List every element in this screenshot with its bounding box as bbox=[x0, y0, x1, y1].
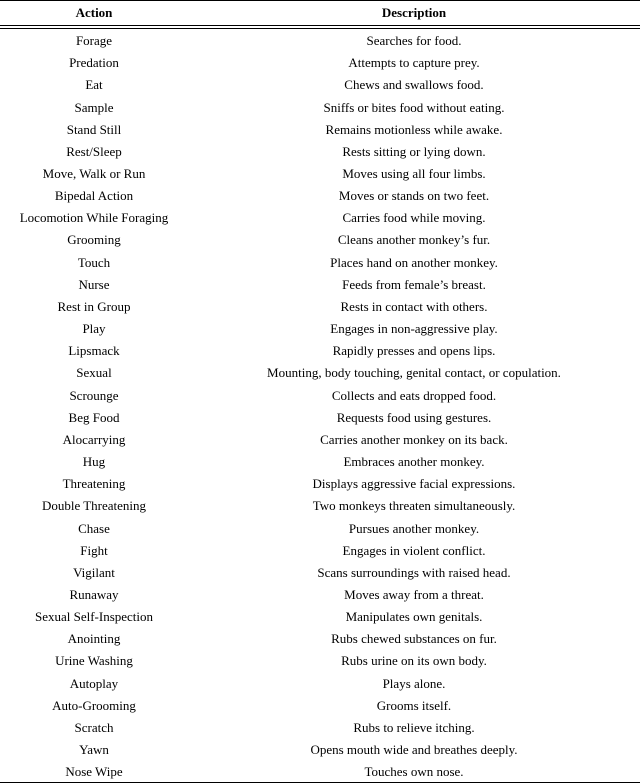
description-cell: Feeds from female’s breast. bbox=[342, 276, 486, 292]
description-cell: Rubs to relieve itching. bbox=[353, 719, 475, 735]
table-row bbox=[0, 141, 640, 163]
description-cell: Moves using all four limbs. bbox=[342, 166, 486, 182]
table-row bbox=[0, 495, 640, 517]
action-cell: Double Threatening bbox=[41, 498, 147, 514]
description-cell: Rubs urine on its own body. bbox=[341, 653, 487, 669]
table-row bbox=[0, 717, 640, 739]
table-row bbox=[0, 695, 640, 717]
action-cell: Auto-Grooming bbox=[52, 697, 136, 713]
description-cell: Engages in non-aggressive play. bbox=[330, 321, 498, 337]
table-row bbox=[0, 540, 640, 562]
bottom-rule bbox=[0, 782, 640, 783]
description-cell: Rapidly presses and opens lips. bbox=[332, 343, 496, 359]
description-cell: Engages in violent conflict. bbox=[342, 542, 486, 558]
action-cell: Eat bbox=[85, 77, 103, 93]
action-cell: Lipsmack bbox=[68, 343, 120, 359]
action-cell: Anointing bbox=[67, 631, 121, 647]
action-cell: Stand Still bbox=[66, 121, 122, 137]
table-row bbox=[0, 650, 640, 672]
description-cell: Collects and eats dropped food. bbox=[331, 387, 497, 403]
header-rule-lower bbox=[0, 28, 640, 29]
action-cell: Locomotion While Foraging bbox=[19, 210, 169, 226]
table-header bbox=[0, 0, 640, 25]
action-cell: Yawn bbox=[79, 742, 109, 758]
action-cell: Move, Walk or Run bbox=[42, 166, 146, 182]
description-cell: Scans surroundings with raised head. bbox=[317, 564, 511, 580]
table-row bbox=[0, 207, 640, 229]
table-row bbox=[0, 584, 640, 606]
description-cell: Two monkeys threaten simultaneously. bbox=[312, 498, 516, 514]
column-header-description: Description bbox=[381, 4, 447, 20]
action-cell: Forage bbox=[75, 33, 113, 49]
action-cell: Sexual Self-Inspection bbox=[34, 609, 154, 625]
description-cell: Places hand on another monkey. bbox=[330, 254, 498, 270]
description-cell: Manipulates own genitals. bbox=[345, 609, 483, 625]
table-row bbox=[0, 739, 640, 761]
header-row bbox=[0, 0, 640, 25]
table-row bbox=[0, 119, 640, 141]
action-cell: Rest/Sleep bbox=[66, 143, 122, 159]
action-cell: Urine Washing bbox=[55, 653, 133, 669]
description-cell: Touches own nose. bbox=[364, 764, 464, 780]
table-row bbox=[0, 340, 640, 362]
table-row bbox=[0, 385, 640, 407]
action-cell: Touch bbox=[77, 254, 111, 270]
description-cell: Carries food while moving. bbox=[342, 210, 486, 226]
description-cell: Sniffs or bites food without eating. bbox=[323, 99, 505, 115]
action-cell: Hug bbox=[82, 454, 106, 470]
description-cell: Attempts to capture prey. bbox=[348, 55, 480, 71]
description-cell: Cleans another monkey’s fur. bbox=[337, 232, 491, 248]
table-row bbox=[0, 30, 640, 52]
action-cell: Predation bbox=[69, 55, 119, 71]
table-body bbox=[0, 25, 640, 783]
description-cell: Grooms itself. bbox=[376, 697, 452, 713]
action-cell: Sexual bbox=[76, 365, 112, 381]
action-cell: Threatening bbox=[62, 476, 126, 492]
table-row bbox=[0, 185, 640, 207]
action-cell: Sample bbox=[74, 99, 114, 115]
table-row bbox=[0, 517, 640, 539]
table-row bbox=[0, 252, 640, 274]
top-rule bbox=[0, 0, 640, 1]
table-row bbox=[0, 163, 640, 185]
action-cell: Fight bbox=[80, 542, 108, 558]
table-row bbox=[0, 562, 640, 584]
table-row bbox=[0, 362, 640, 384]
description-cell: Carries another monkey on its back. bbox=[320, 431, 508, 447]
table-row bbox=[0, 318, 640, 340]
description-cell: Pursues another monkey. bbox=[348, 520, 480, 536]
table-row bbox=[0, 628, 640, 650]
header-rule-upper bbox=[0, 25, 640, 26]
action-cell: Scrounge bbox=[69, 387, 119, 403]
table-row bbox=[0, 296, 640, 318]
action-cell: Bipedal Action bbox=[54, 188, 134, 204]
description-cell: Rubs chewed substances on fur. bbox=[331, 631, 497, 647]
action-cell: Alocarrying bbox=[62, 431, 126, 447]
description-cell: Remains motionless while awake. bbox=[325, 121, 503, 137]
description-cell: Requests food using gestures. bbox=[336, 409, 492, 425]
action-cell: Nose Wipe bbox=[65, 764, 123, 780]
description-cell: Displays aggressive facial expressions. bbox=[312, 476, 516, 492]
table-row bbox=[0, 606, 640, 628]
description-cell: Chews and swallows food. bbox=[344, 77, 484, 93]
action-cell: Runaway bbox=[69, 586, 119, 602]
table-row bbox=[0, 74, 640, 96]
action-cell: Chase bbox=[78, 520, 110, 536]
action-cell: Grooming bbox=[67, 232, 121, 248]
description-cell: Moves away from a threat. bbox=[344, 586, 484, 602]
description-cell: Opens mouth wide and breathes deeply. bbox=[310, 742, 518, 758]
table-row bbox=[0, 96, 640, 118]
action-cell: Rest in Group bbox=[57, 298, 131, 314]
action-cell: Beg Food bbox=[68, 409, 120, 425]
table-row bbox=[0, 229, 640, 251]
table-row bbox=[0, 429, 640, 451]
table-row bbox=[0, 451, 640, 473]
action-cell: Nurse bbox=[78, 276, 110, 292]
description-cell: Moves or stands on two feet. bbox=[338, 188, 490, 204]
action-cell: Play bbox=[82, 321, 106, 337]
table-row bbox=[0, 761, 640, 783]
table-row bbox=[0, 473, 640, 495]
table-row bbox=[0, 52, 640, 74]
description-cell: Searches for food. bbox=[366, 33, 462, 49]
action-cell: Autoplay bbox=[69, 675, 119, 691]
description-cell: Plays alone. bbox=[382, 675, 446, 691]
table-row bbox=[0, 673, 640, 695]
action-cell: Scratch bbox=[74, 719, 114, 735]
description-cell: Mounting, body touching, genital contact, or copulation. bbox=[267, 365, 561, 381]
action-cell: Vigilant bbox=[73, 564, 115, 580]
table-row bbox=[0, 407, 640, 429]
table-row bbox=[0, 274, 640, 296]
description-cell: Embraces another monkey. bbox=[343, 454, 485, 470]
description-cell: Rests in contact with others. bbox=[340, 298, 488, 314]
description-cell: Rests sitting or lying down. bbox=[342, 143, 486, 159]
column-header-action: Action bbox=[75, 4, 113, 20]
